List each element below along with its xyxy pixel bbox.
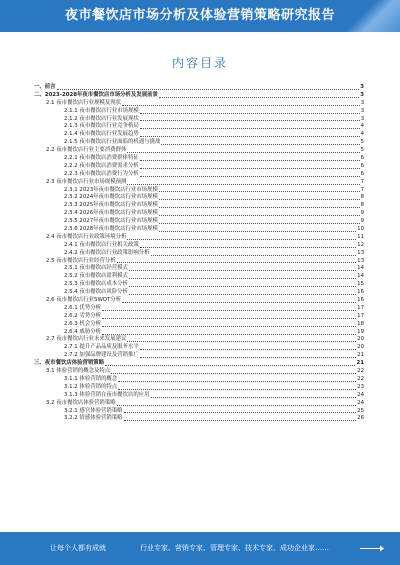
toc-entry-page: 16 — [357, 289, 364, 296]
toc-entry-page: 20 — [357, 336, 364, 343]
toc-leader-dots — [140, 349, 356, 350]
toc-leader-dots — [111, 373, 356, 374]
toc-entry-page: 17 — [357, 312, 364, 319]
toc-entry-page: 3 — [360, 115, 364, 122]
toc-leader-dots — [129, 270, 356, 271]
toc-entry[interactable] — [34, 139, 364, 147]
toc-entry[interactable] — [34, 108, 364, 116]
toc-leader-dots — [102, 318, 356, 319]
toc-leader-dots — [118, 381, 356, 382]
toc-entry-page: 23 — [357, 383, 364, 390]
toc-leader-dots — [127, 152, 359, 153]
toc-leader-dots — [118, 389, 356, 390]
toc-leader-dots — [122, 105, 360, 106]
toc-entry-title: 2.2.3 夜市餐饮店消费行为分析 — [64, 170, 139, 177]
toc-leader-dots — [127, 341, 356, 342]
toc-entry-page: 20 — [357, 344, 364, 351]
toc-leader-dots — [102, 326, 356, 327]
toc-entry-title: 3.1.1 体验营销的概念 — [64, 375, 118, 382]
toc-entry[interactable] — [34, 289, 364, 297]
toc-leader-dots — [127, 239, 356, 240]
toc-entry-page: 19 — [357, 328, 364, 335]
toc-entry[interactable] — [34, 384, 364, 392]
toc-entry[interactable] — [34, 163, 364, 171]
toc-entry-title: 2.6.4 威胁分析 — [64, 328, 101, 335]
toc-entry-page: 12 — [357, 241, 364, 248]
toc-entry-page: 11 — [357, 233, 364, 240]
toc-entry-page: 8 — [360, 202, 364, 209]
toc-entry[interactable] — [34, 250, 364, 258]
toc-leader-dots — [140, 176, 360, 177]
toc-entry-page: 26 — [357, 415, 364, 422]
toc-entry-title: 2.3.4 2026年夜市餐饮店行业市场规模 — [64, 210, 158, 217]
toc-entry-title: 2.4 夜市餐饮店行业政策环境分析 — [46, 233, 127, 240]
toc-entry[interactable] — [34, 92, 364, 100]
toc-entry-page: 3 — [360, 91, 364, 98]
toc-leader-dots — [161, 144, 359, 145]
toc-entry-title: 2.5.2 夜市餐饮店盈利模式 — [64, 273, 128, 280]
toc-leader-dots — [159, 97, 359, 98]
toc-entry-title: 2.6 夜市餐饮店行业SWOT分析 — [46, 297, 122, 304]
toc-entry-title: 2.3.5 2027年夜市餐饮店行业市场规模 — [64, 218, 158, 225]
toc-entry-page: 17 — [357, 304, 364, 311]
toc-entry-title: 2.6.1 优势分析 — [64, 304, 101, 311]
arrow-right-icon — [360, 544, 384, 553]
toc-entry[interactable] — [34, 352, 364, 360]
toc-leader-dots — [102, 310, 356, 311]
toc-entry[interactable] — [34, 415, 364, 423]
toc-entry-page: 3 — [360, 99, 364, 106]
toc-entry-page: 6 — [360, 155, 364, 161]
toc-entry[interactable] — [34, 305, 364, 313]
toc-entry[interactable] — [34, 242, 364, 250]
toc-entry-title: 3.1.2 体验营销的特点 — [64, 383, 118, 390]
toc-entry-page: 13 — [357, 249, 364, 256]
toc-heading: 内容目录 — [171, 56, 228, 70]
toc-entry-title: 2.4.1 夜市餐饮店行业相关政策 — [64, 241, 139, 248]
toc-entry-page: 5 — [360, 147, 364, 154]
toc-entry[interactable] — [34, 179, 364, 187]
toc-entry-page: 18 — [357, 320, 364, 327]
toc-entry-title: 2.5 夜市餐饮店行业经营分析 — [46, 257, 116, 264]
toc-entry[interactable] — [34, 234, 364, 242]
toc-entry[interactable] — [34, 321, 364, 329]
toc-entry-page: 14 — [357, 265, 364, 272]
toc-entry-page: 3 — [360, 83, 364, 90]
toc-leader-dots — [105, 365, 355, 366]
toc-leader-dots — [57, 89, 360, 90]
toc-entry-page: 5 — [360, 139, 364, 146]
toc-entry-title: 2.2.2 夜市餐饮店消费需求分析 — [64, 162, 139, 169]
table-of-contents — [34, 84, 364, 423]
footer-slogan: 让每个人都有成就 — [50, 544, 106, 552]
toc-leader-dots — [159, 199, 360, 200]
toc-entry-title: 2.3.3 2025年夜市餐饮店行业市场规模 — [64, 202, 158, 209]
toc-entry-page: 25 — [357, 407, 364, 414]
toc-entry-title: 3.1 体验营销的概念及特点 — [46, 368, 111, 375]
toc-entry-title: 3.2.2 情感体验营销策略 — [64, 415, 123, 422]
page-header-bar — [0, 0, 400, 32]
toc-leader-dots — [129, 286, 356, 287]
toc-entry-title: 2.4.2 夜市餐饮店行业政策影响分析 — [64, 249, 150, 256]
toc-entry[interactable] — [34, 392, 364, 400]
toc-leader-dots — [129, 278, 356, 279]
toc-leader-dots — [159, 223, 360, 224]
toc-entry[interactable] — [34, 360, 364, 368]
toc-entry-title: 2.3.2 2024年夜市餐饮店行业市场规模 — [64, 194, 158, 201]
toc-entry-page: 4 — [360, 131, 364, 138]
toc-entry-page: 15 — [357, 281, 364, 288]
toc-entry-page: 7 — [360, 186, 364, 193]
toc-entry-page: 8 — [360, 194, 364, 201]
toc-entry-title: 一、前言 — [34, 83, 56, 90]
toc-entry-title: 2.1.5 夜市餐饮店行业面临的机遇与挑战 — [64, 139, 161, 146]
toc-entry-page: 7 — [360, 178, 364, 185]
toc-leader-dots — [140, 128, 360, 129]
toc-leader-dots — [122, 302, 356, 303]
toc-leader-dots — [159, 215, 360, 216]
toc-entry-title: 3.1.3 体验营销在夜市餐饮店的应用 — [64, 391, 150, 398]
toc-leader-dots — [151, 255, 357, 256]
toc-entry-title: 2.1 夜市餐饮店行业规模及现状 — [46, 99, 121, 106]
toc-leader-dots — [140, 357, 356, 358]
toc-entry-title: 2.1.3 夜市餐饮店行业竞争格局 — [64, 123, 139, 130]
toc-leader-dots — [151, 397, 357, 398]
toc-leader-dots — [140, 160, 360, 161]
toc-entry-title: 2.6.2 劣势分析 — [64, 312, 101, 319]
toc-entry-page: 22 — [357, 375, 364, 382]
toc-entry[interactable] — [34, 281, 364, 289]
toc-entry-page: 14 — [357, 273, 364, 280]
toc-leader-dots — [129, 294, 356, 295]
toc-leader-dots — [140, 113, 360, 114]
toc-entry-page: 10 — [357, 226, 364, 233]
toc-entry-title: 2.3 夜市餐饮店行业市场规模预测 — [46, 178, 127, 185]
report-title: 夜市餐饮店市场分析及体验营销策略研究报告 — [64, 8, 335, 23]
toc-entry-page: 24 — [357, 391, 364, 398]
toc-entry[interactable] — [34, 368, 364, 376]
toc-entry-title: 2.1.2 夜市餐饮店行业发展现状 — [64, 115, 139, 122]
toc-entry[interactable] — [34, 218, 364, 226]
toc-entry-page: 22 — [357, 368, 364, 375]
toc-entry-page: 21 — [356, 360, 364, 367]
toc-entry-title: 2.3.1 2023年夜市餐饮店行业市场规模 — [64, 186, 158, 193]
toc-entry-title: 3.2 夜市餐饮店体验营销策略 — [46, 399, 116, 406]
toc-entry[interactable] — [34, 226, 364, 234]
footer-experts: 行业专家、营销专家、管理专家、技术专家、成功企业家…… — [140, 544, 329, 552]
toc-entry-title: 2.5.3 夜市餐饮店成本分析 — [64, 281, 128, 288]
toc-entry-page: 21 — [357, 352, 364, 359]
toc-entry-title: 2.5.1 夜市餐饮店经营模式 — [64, 265, 128, 272]
page-footer-bar — [0, 532, 400, 565]
toc-entry[interactable] — [34, 400, 364, 408]
toc-entry-title: 2.3.6 2028年夜市餐饮店行业市场规模 — [64, 226, 158, 233]
toc-leader-dots — [127, 184, 359, 185]
toc-entry[interactable] — [34, 210, 364, 218]
toc-entry-title: 2.2 夜市餐饮店行业主要消费群体 — [46, 147, 127, 154]
toc-entry[interactable] — [34, 147, 364, 155]
toc-entry-page: 9 — [360, 218, 364, 225]
toc-entry[interactable] — [34, 100, 364, 108]
toc-leader-dots — [140, 247, 356, 248]
toc-entry-title: 三、夜市餐饮店体验营销策略 — [34, 360, 105, 367]
toc-leader-dots — [140, 136, 360, 137]
toc-leader-dots — [117, 262, 357, 263]
toc-leader-dots — [140, 168, 360, 169]
toc-leader-dots — [159, 207, 360, 208]
toc-entry-title: 2.1.4 夜市餐饮店行业发展趋势 — [64, 131, 139, 138]
toc-entry-page: 24 — [357, 399, 364, 406]
toc-entry-title: 2.2.1 夜市餐饮店消费群体特征 — [64, 155, 139, 161]
toc-leader-dots — [140, 120, 360, 121]
toc-entry-title: 2.7.1 提升产品品质及服务水平 — [64, 344, 139, 351]
toc-leader-dots — [102, 334, 356, 335]
toc-entry[interactable] — [34, 297, 364, 305]
toc-entry-page: 6 — [360, 170, 364, 177]
toc-leader-dots — [117, 405, 357, 406]
toc-entry[interactable] — [34, 171, 364, 179]
toc-leader-dots — [124, 412, 357, 413]
toc-entry[interactable] — [34, 376, 364, 384]
toc-entry-title: 3.2.1 感官体验营销策略 — [64, 407, 123, 414]
toc-entry-title: 2.6.3 机会分析 — [64, 320, 101, 327]
toc-entry[interactable] — [34, 84, 364, 92]
toc-entry-page: 9 — [360, 210, 364, 217]
toc-entry-title: 2.1.1 夜市餐饮店行业市场规模 — [64, 107, 139, 114]
toc-entry-page: 13 — [357, 257, 364, 264]
toc-entry-page: 4 — [360, 123, 364, 130]
toc-leader-dots — [159, 231, 356, 232]
toc-entry-title: 2.7 夜市餐饮店行业未来发展建议 — [46, 336, 127, 343]
toc-leader-dots — [124, 420, 357, 421]
toc-entry-title: 二、2023-2028年夜市餐饮店市场分析及发展前景 — [34, 91, 158, 98]
toc-entry[interactable] — [34, 313, 364, 321]
toc-entry-title: 2.5.4 夜市餐饮店风险分析 — [64, 289, 128, 296]
toc-entry-page: 16 — [357, 297, 364, 304]
toc-entry-page: 3 — [360, 107, 364, 114]
toc-entry-page: 6 — [360, 162, 364, 169]
toc-leader-dots — [159, 191, 360, 192]
toc-entry[interactable] — [34, 155, 364, 163]
toc-entry-title: 2.7.2 加强品牌建设及营销推广 — [64, 352, 139, 359]
